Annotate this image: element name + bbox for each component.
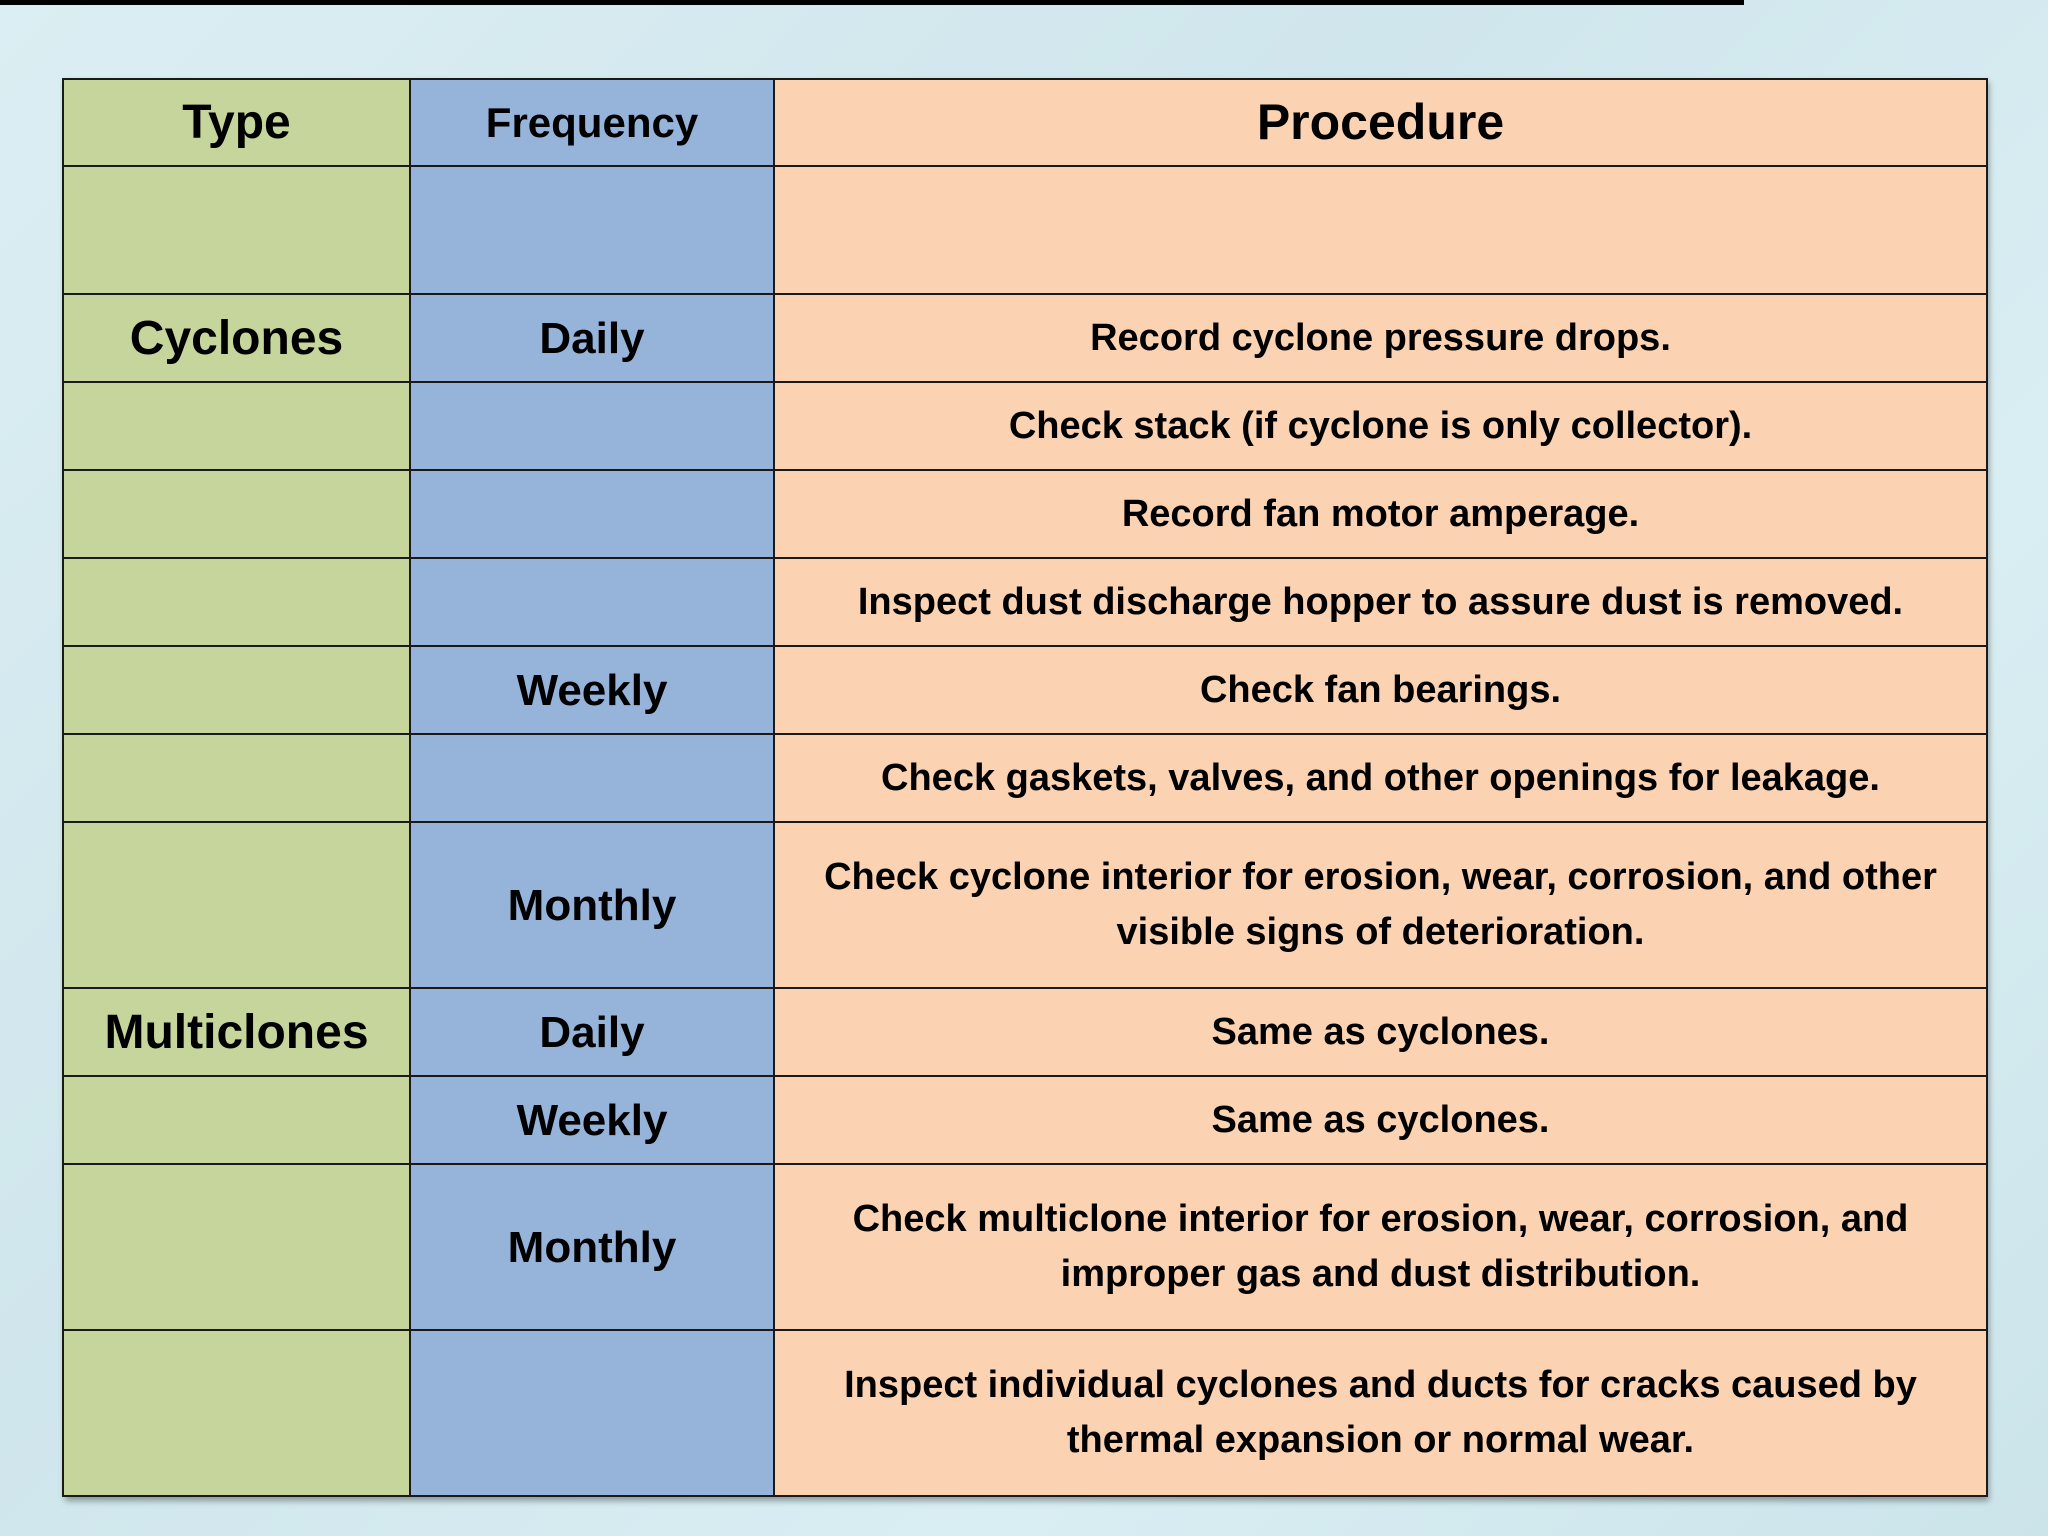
top-rule (0, 0, 1744, 5)
cell-type (63, 734, 410, 822)
table-row (63, 558, 1987, 646)
table-row (63, 1076, 1987, 1164)
cell-procedure: Record cyclone pressure drops. (774, 294, 1987, 382)
cell-type (63, 558, 410, 646)
cell-frequency: Monthly (410, 822, 774, 988)
cell-type (63, 646, 410, 734)
cell-frequency (410, 166, 774, 294)
cell-procedure: Check multiclone interior for erosion, wear, corrosion, and improper gas and dust distribution. (774, 1164, 1987, 1330)
cell-type (63, 822, 410, 988)
table-row (63, 1164, 1987, 1330)
cell-frequency (410, 1330, 774, 1496)
cell-procedure: Check cyclone interior for erosion, wear, corrosion, and other visible signs of deterioration. (774, 822, 1987, 988)
header-frequency: Frequency (410, 79, 774, 166)
cell-frequency: Weekly (410, 646, 774, 734)
cell-type (63, 1330, 410, 1496)
cell-procedure: Inspect individual cyclones and ducts for cracks caused by thermal expansion or normal wear. (774, 1330, 1987, 1496)
maintenance-table (62, 78, 1988, 1497)
cell-type (63, 382, 410, 470)
cell-type (63, 1076, 410, 1164)
cell-frequency: Daily (410, 988, 774, 1076)
cell-procedure (774, 166, 1987, 294)
table-row (63, 646, 1987, 734)
table-row (63, 822, 1987, 988)
cell-frequency (410, 382, 774, 470)
cell-procedure: Check stack (if cyclone is only collector). (774, 382, 1987, 470)
cell-type: Cyclones (63, 294, 410, 382)
table-row (63, 734, 1987, 822)
cell-type: Multiclones (63, 988, 410, 1076)
table-row (63, 382, 1987, 470)
cell-frequency (410, 470, 774, 558)
cell-procedure: Same as cyclones. (774, 988, 1987, 1076)
cell-frequency: Weekly (410, 1076, 774, 1164)
header-procedure: Procedure (774, 79, 1987, 166)
cell-type (63, 1164, 410, 1330)
cell-frequency: Daily (410, 294, 774, 382)
cell-procedure: Record fan motor amperage. (774, 470, 1987, 558)
maintenance-table-container (62, 78, 1986, 1497)
cell-frequency (410, 734, 774, 822)
header-type: Type (63, 79, 410, 166)
cell-procedure: Same as cyclones. (774, 1076, 1987, 1164)
cell-procedure: Check gaskets, valves, and other openings for leakage. (774, 734, 1987, 822)
cell-procedure: Check fan bearings. (774, 646, 1987, 734)
table-row (63, 988, 1987, 1076)
table-row (63, 294, 1987, 382)
cell-frequency (410, 558, 774, 646)
cell-frequency: Monthly (410, 1164, 774, 1330)
table-header-row (63, 79, 1987, 166)
table-row (63, 1330, 1987, 1496)
cell-type (63, 166, 410, 294)
table-row (63, 166, 1987, 294)
cell-procedure: Inspect dust discharge hopper to assure dust is removed. (774, 558, 1987, 646)
table-row (63, 470, 1987, 558)
cell-type (63, 470, 410, 558)
